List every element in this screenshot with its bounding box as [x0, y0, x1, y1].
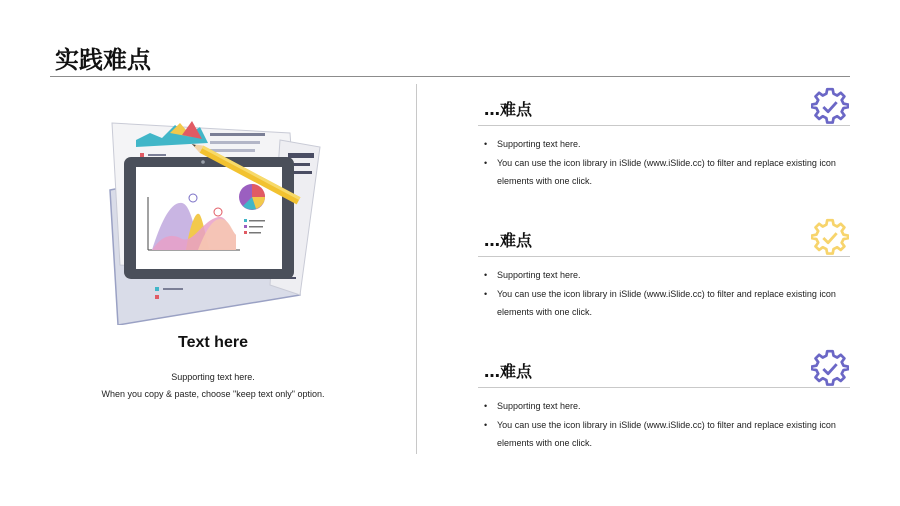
section-bullets	[484, 135, 844, 191]
column-divider	[416, 84, 417, 454]
section-divider	[478, 125, 850, 126]
illustration-subtext	[60, 369, 366, 403]
section-divider	[478, 256, 850, 257]
illustration-subtext-line: Supporting text here.	[171, 372, 255, 382]
bullet-item: • You can use the icon library in iSlide (www.iSlide.cc) to filter and replace existing icon elements with one click.	[484, 154, 844, 191]
gear-check-icon	[811, 87, 849, 125]
tablet-report-illustration	[100, 105, 330, 325]
gear-check-icon	[811, 349, 849, 387]
section-bullets	[484, 397, 844, 453]
illustration-heading: Text here	[178, 334, 248, 351]
bullet-item: • Supporting text here.	[484, 266, 844, 285]
section-heading: …难点	[484, 231, 533, 250]
page-title: 实践难点	[55, 46, 151, 74]
bullet-item: • Supporting text here.	[484, 135, 844, 154]
title-divider	[50, 76, 850, 77]
section-heading: …难点	[484, 100, 533, 119]
section-bullets	[484, 266, 844, 322]
bullet-item: • You can use the icon library in iSlide (www.iSlide.cc) to filter and replace existing icon elements with one click.	[484, 416, 844, 453]
section-heading: …难点	[484, 362, 533, 381]
bullet-item: • Supporting text here.	[484, 397, 844, 416]
gear-check-icon	[811, 218, 849, 256]
bullet-item: • You can use the icon library in iSlide (www.iSlide.cc) to filter and replace existing icon elements with one click.	[484, 285, 844, 322]
section-divider	[478, 387, 850, 388]
illustration-subtext-line: When you copy & paste, choose "keep text only" option.	[101, 389, 325, 399]
